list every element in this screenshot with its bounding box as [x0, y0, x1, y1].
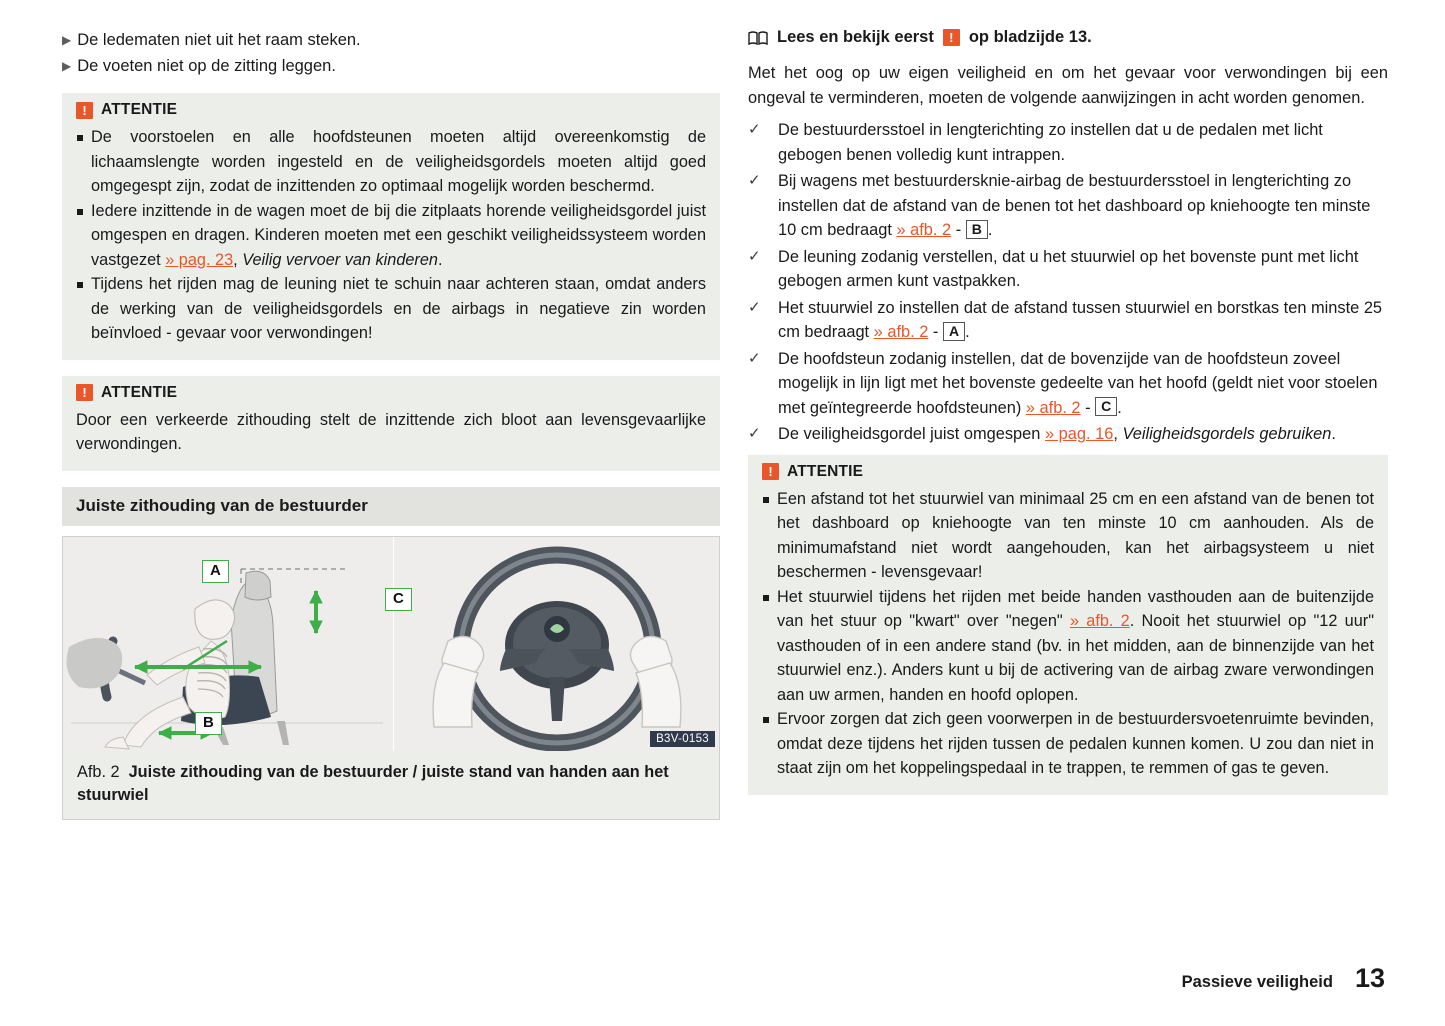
- attention-box-2: [62, 376, 720, 471]
- checklist-item-text: De bestuurdersstoel in lengterichting zo instellen dat u de pedalen met licht gebogen benen volledig kunt intrappen.: [778, 121, 1323, 164]
- list-item-text: De ledematen niet uit het raam steken.: [77, 31, 361, 49]
- check-icon: ✓: [748, 172, 761, 189]
- attention-item-end: .: [437, 250, 443, 269]
- attention-box-right: [748, 455, 1388, 795]
- reference-tag-c: C: [1095, 397, 1117, 416]
- check-icon: ✓: [748, 298, 761, 316]
- attention-title: ATTENTIE: [101, 101, 178, 118]
- checklist-item-text: [778, 347, 1388, 421]
- read-first-note: [748, 28, 1388, 47]
- cross-reference-link[interactable]: » pag. 23: [165, 250, 234, 269]
- warning-icon: !: [76, 102, 93, 119]
- warning-icon: !: [943, 29, 960, 46]
- footer-page-number: 13: [1354, 963, 1385, 993]
- checklist-item-text: [778, 296, 1388, 345]
- attention-header: [762, 463, 1374, 481]
- read-first-text-after: op bladzijde 13.: [968, 28, 1092, 46]
- checklist-item-text: [778, 422, 1388, 447]
- attention-item-text: Het stuurwiel tijdens het rijden met beide handen vasthouden aan de buitenzijde van het stuur op "kwart" over "negen": [777, 587, 1374, 630]
- checklist-item: [748, 169, 1388, 243]
- reference-tag-a: A: [943, 322, 965, 341]
- arrow-bullet-icon: ▶: [62, 33, 72, 47]
- arrow-bullet-icon: ▶: [62, 59, 72, 73]
- list-item-text: De voeten niet op de zitting leggen.: [77, 57, 336, 75]
- attention-header: [76, 384, 706, 402]
- checklist-item-end: .: [965, 323, 970, 341]
- checklist-item-body: Het stuurwiel zo instellen dat de afstand tussen stuurwiel en borstkas ten minste 25 cm bedraagt: [778, 298, 1383, 341]
- attention-item: [76, 199, 706, 273]
- figure-image: [63, 537, 719, 751]
- warning-icon: !: [76, 384, 93, 401]
- figure-caption: [63, 751, 719, 819]
- attention-title: ATTENTIE: [101, 383, 178, 401]
- attention-title: ATTENTIE: [787, 462, 864, 480]
- attention-item: [76, 272, 706, 346]
- check-icon: ✓: [748, 349, 761, 367]
- attention-item: [76, 125, 706, 199]
- attention-item-sep: ,: [233, 250, 243, 269]
- checklist-item: [748, 245, 1388, 294]
- checklist-item-italic: Veiligheidsgordels gebruiken: [1122, 425, 1332, 443]
- book-icon: [748, 30, 768, 46]
- warning-icon: !: [762, 463, 779, 480]
- attention-item-text: Ervoor zorgen dat zich geen voorwerpen in de bestuurdersvoetenruimte bevinden, omdat deze tijdens het rijden tussen de pedalen kunnen komen. U zou dan niet in staat zijn om het koppelingspedaal in te trappen, te remmen of gas te geven.: [777, 710, 1374, 777]
- checklist-item-text: De leuning zodanig verstellen, dat u het stuurwiel op het bovenste punt met licht gebogen armen kunt vastpakken.: [778, 247, 1359, 290]
- check-icon: ✓: [748, 425, 761, 442]
- list-item: [62, 54, 720, 79]
- checklist-item-sep: -: [1080, 398, 1096, 417]
- checklist-item-text: [778, 169, 1388, 243]
- cross-reference-link[interactable]: » afb. 2: [1025, 398, 1081, 417]
- checklist: [748, 118, 1388, 447]
- list-item: [62, 28, 720, 53]
- attention-item: [762, 585, 1374, 708]
- read-first-text-before: Lees en bekijk eerst: [777, 28, 934, 46]
- attention-item-end: . Nooit het stuurwiel op "12 uur" vasthouden of in een andere stand (bv. in het midden, aan de binnenzijde van het stuurwiel enz.). Anders kunt u bij de activering van de airbag zware verwondingen aan uw armen, handen en hoofd oplopen.: [777, 612, 1374, 704]
- cross-reference-link[interactable]: » afb. 2: [1069, 612, 1130, 630]
- checklist-item-body: De hoofdsteun zodanig instellen, dat de bovenzijde van de hoofdsteun zoveel mogelijk in lijn ligt met het bovenste gedeelte van het hoofd (geldt niet voor stoelen met geïntegreerde hoofdsteunen): [778, 349, 1378, 417]
- cross-reference-link[interactable]: » afb. 2: [896, 221, 952, 239]
- intro-paragraph: Met het oog op uw eigen veiligheid en om het gevaar voor verwondingen bij een ongeval te verminderen, moeten de volgende aanwijzingen in acht worden genomen.: [748, 64, 1388, 107]
- attention-body: Door een verkeerde zithouding stelt de inzittende zich bloot aan levensgevaarlijke verwondingen.: [76, 410, 706, 453]
- callout-b: B: [195, 712, 222, 735]
- page-footer: [1182, 963, 1385, 994]
- callout-a: A: [202, 560, 229, 583]
- checklist-item-sep: ,: [1113, 425, 1123, 443]
- section-heading: Juiste zithouding van de bestuurder: [62, 487, 720, 526]
- figure-caption-text: Juiste zithouding van de bestuurder / juiste stand van handen aan het stuurwiel: [77, 762, 669, 804]
- checklist-item-end: .: [1117, 398, 1122, 417]
- attention-item-text: Iedere inzittende in de wagen moet de bij die zitplaats horende veiligheidsgordel juist omgespen en dragen. Kinderen moeten met een geschikt veiligheidssysteem worden vastgezet: [91, 201, 706, 269]
- check-icon: ✓: [748, 121, 761, 138]
- checklist-item: [748, 118, 1388, 167]
- cross-reference-link[interactable]: » pag. 16: [1044, 425, 1114, 443]
- footer-chapter-label: Passieve veiligheid: [1181, 973, 1333, 991]
- checklist-item-body: De veiligheidsgordel juist omgespen: [778, 425, 1045, 443]
- reference-tag-b: B: [966, 220, 988, 239]
- checklist-item-end: .: [1331, 425, 1336, 443]
- checklist-item: [748, 347, 1388, 421]
- check-icon: ✓: [748, 247, 761, 265]
- checklist-item-end: .: [987, 221, 993, 239]
- left-column: [62, 28, 720, 820]
- attention-item: [762, 487, 1374, 585]
- right-column: [748, 28, 1388, 811]
- checklist-item-sep: -: [951, 221, 966, 239]
- checklist-item-body: Bij wagens met bestuurdersknie-airbag de bestuurdersstoel in lengterichting zo instellen dat de afstand van de benen tot het dashboard op kniehoogte ten minste 10 cm bedraagt: [778, 172, 1371, 239]
- attention-item-text: Tijdens het rijden mag de leuning niet te schuin naar achteren staan, omdat anders de werking van de veiligheidsgordels en de airbags in negatieve zin worden beïnvloed - gevaar voor verwondingen!: [91, 275, 706, 342]
- cross-reference-link[interactable]: » afb. 2: [873, 323, 929, 341]
- attention-item-text: Een afstand tot het stuurwiel van minimaal 25 cm en een afstand van de benen tot het dashboard op kniehoogte van ten minste 10 cm aanhouden. Als de minimumafstand niet wordt aangehouden, kan het airbagsysteem u niet beschermen - levensgevaar!: [777, 489, 1374, 581]
- figure-right-panel: [394, 537, 719, 751]
- checklist-item: [748, 296, 1388, 345]
- checklist-item: [748, 422, 1388, 447]
- attention-item-italic: Veilig vervoer van kinderen: [242, 250, 438, 269]
- top-bullet-list: [62, 28, 720, 79]
- callout-c: C: [385, 588, 412, 611]
- attention-header: [76, 101, 706, 119]
- attention-item-text: De voorstoelen en alle hoofdsteunen moeten altijd overeenkomstig de lichaamslengte worden ingesteld en de veiligheidsgordels moeten altijd goed omgegespt zijn, zodat de inzittenden zo optimaal mogelijk worden beschermd.: [91, 128, 706, 195]
- checklist-item-sep: -: [928, 323, 943, 341]
- attention-item: [762, 707, 1374, 781]
- steering-wheel-illustration: [394, 537, 719, 751]
- figure-block: [62, 536, 720, 820]
- figure-number: Afb. 2: [77, 762, 120, 781]
- figure-code-label: B3V-0153: [650, 731, 715, 747]
- attention-box-1: [62, 93, 720, 360]
